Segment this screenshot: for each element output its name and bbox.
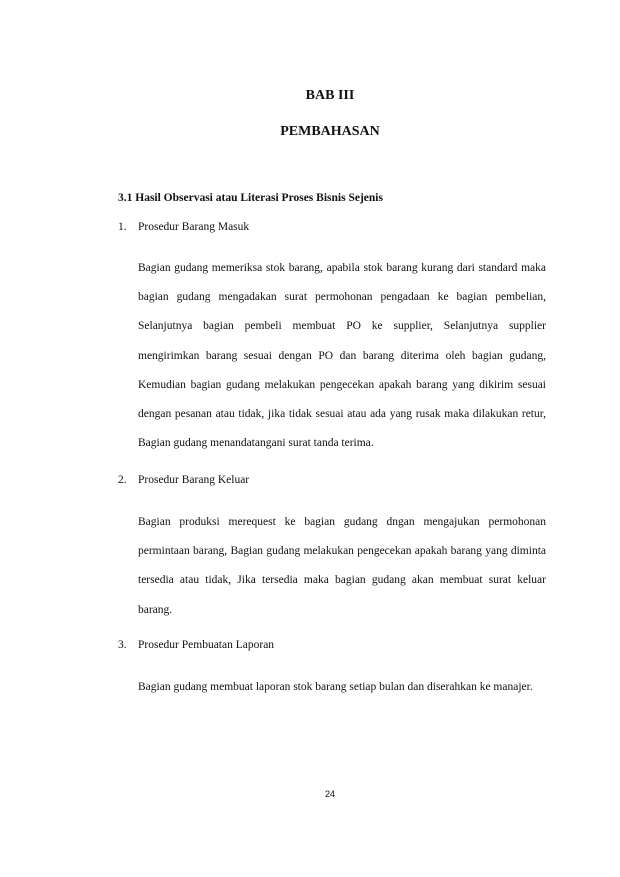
item-heading-barang-masuk (118, 221, 249, 233)
item-heading-pembuatan-laporan (118, 639, 274, 651)
paragraph-barang-keluar: Bagian produksi merequest ke bagian gudang dngan mengajukan permohonan permintaan barang, Bagian gudang melakukan pengecekan apakah barang yang diminta tersedia atau tidak, Jika tersedia maka bagian gudang akan membuat surat keluar barang. (138, 516, 546, 616)
item-number: 3. (118, 639, 127, 651)
page-number: 24 (324, 789, 335, 799)
paragraph-pembuatan-laporan: Bagian gudang membuat laporan stok barang setiap bulan dan diserahkan ke manajer. (138, 681, 533, 693)
item-number: 1. (118, 221, 127, 233)
section-heading: 3.1 Hasil Observasi atau Literasi Proses Bisnis Sejenis (118, 192, 383, 204)
chapter-number: BAB III (305, 88, 355, 103)
item-title: Prosedur Pembuatan Laporan (138, 639, 275, 651)
paragraph-barang-masuk: Bagian gudang memeriksa stok barang, apabila stok barang kurang dari standard maka bagian gudang mengadakan surat permohonan pengadaan ke bagian pembelian, Selanjutnya bagian pembeli membuat PO ke supplier, Selanjutnya supplier mengirimkan barang sesuai dengan PO dan barang diterima oleh bagian gudang, Kemudian bagian gudang melakukan pengecekan apakah barang yang dikirim sesuai dengan pesanan atau tidak, jika tidak sesuai atau ada yang rusak maka dilakukan retur, Bagian gudang menandatangani surat tanda terima. (138, 262, 546, 450)
item-title: Prosedur Barang Masuk (138, 221, 250, 233)
item-title: Prosedur Barang Keluar (138, 474, 250, 486)
chapter-title: PEMBAHASAN (280, 124, 380, 139)
item-heading-barang-keluar (118, 474, 249, 486)
item-number: 2. (118, 474, 127, 486)
